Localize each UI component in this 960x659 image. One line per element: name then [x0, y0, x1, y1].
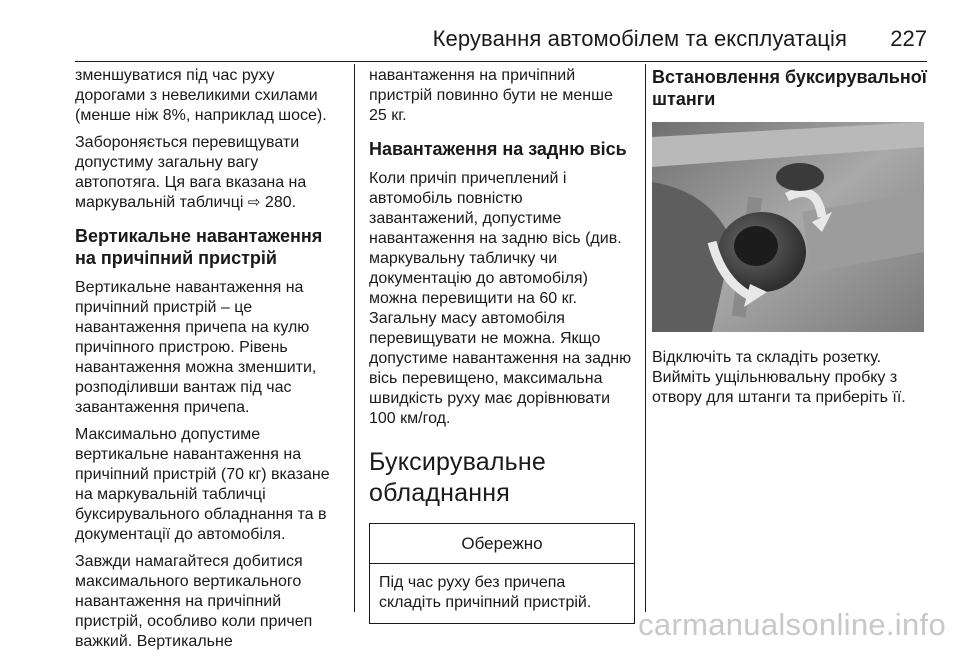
header-rule	[75, 61, 927, 62]
page-reference-icon[interactable]: ⇨	[247, 194, 261, 211]
paragraph-rear-axle-load: Коли причіп причеплений і автомобіль повністю завантажений, допустиме навантаження на задню вісь (див. маркувальну табличку чи документацію до автомобіля) можна перевищити на 60 кг. Загальну масу автомобіля перевищувати не можна. Якщо допустиме навантаження на задню вісь перевищено, максимальна швидкість руху має дорівнювати 100 км/год.	[369, 170, 632, 427]
column-divider-2	[645, 64, 646, 612]
paragraph-road-slope: зменшуватися під час руху дорогами з невеликими схилами (менше ніж 8%, наприклад шосе).	[75, 67, 327, 124]
tow-socket-photo	[652, 122, 924, 332]
column-1	[75, 66, 343, 659]
paragraph-vertical-load-definition: Вертикальне навантаження на причіпний пристрій – це навантаження причепа на кулю причіпного пристрою. Рівень навантаження можна зменшити, розподіливши вантаж під час завантаження причепа.	[75, 279, 317, 416]
paragraph-maximize-load: Завжди намагайтеся добитися максимального вертикального навантаження на причіпний пристрій, особливо коли причеп важкий. Вертикальне	[75, 553, 313, 650]
heading-vertical-load: Вертикальне навантаження на причіпний пристрій	[75, 226, 323, 268]
sealing-plug	[776, 163, 824, 191]
page-number: 227	[890, 26, 927, 51]
heading-towing-equipment: Буксирувальне обладнання	[369, 448, 546, 507]
page-header	[75, 22, 927, 62]
watermark: carmanualsonline.info	[638, 607, 946, 642]
tow-socket-illustration	[652, 122, 924, 332]
column-divider-1	[354, 64, 355, 612]
paragraph-max-vertical-load: Максимально допустиме вертикальне навантаження на причіпний пристрій (70 кг) вказане на маркувальній табличці буксирувального обладнання та в документації до автомобіля.	[75, 426, 330, 543]
caution-box	[369, 523, 635, 624]
column-2	[369, 66, 635, 624]
caution-text: Під час руху без причепа складіть причіпний пристрій.	[379, 574, 592, 611]
heading-install-tow-bar: Встановлення буксирувальної штанги	[652, 67, 927, 109]
column-3	[652, 66, 927, 415]
caution-title: Обережно	[370, 524, 634, 564]
paragraph-min-load: навантаження на причіпний пристрій повинно бути не менше 25 кг.	[369, 67, 613, 124]
total-weight-text: Забороняється перевищувати допустиму загальну вагу автопотяга. Ця вага вказана на маркувальній табличці	[75, 134, 307, 211]
heading-rear-axle-load: Навантаження на задню вісь	[369, 139, 627, 159]
header-title: Керування автомобілем та експлуатація	[432, 26, 847, 51]
paragraph-total-weight	[75, 133, 343, 213]
page-reference-number[interactable]: 280.	[260, 194, 297, 211]
socket-opening	[734, 226, 778, 266]
paragraph-disconnect-socket: Відключіть та складіть розетку. Вийміть ущільнювальну пробку з отвору для штанги та приберіть її.	[652, 349, 906, 406]
